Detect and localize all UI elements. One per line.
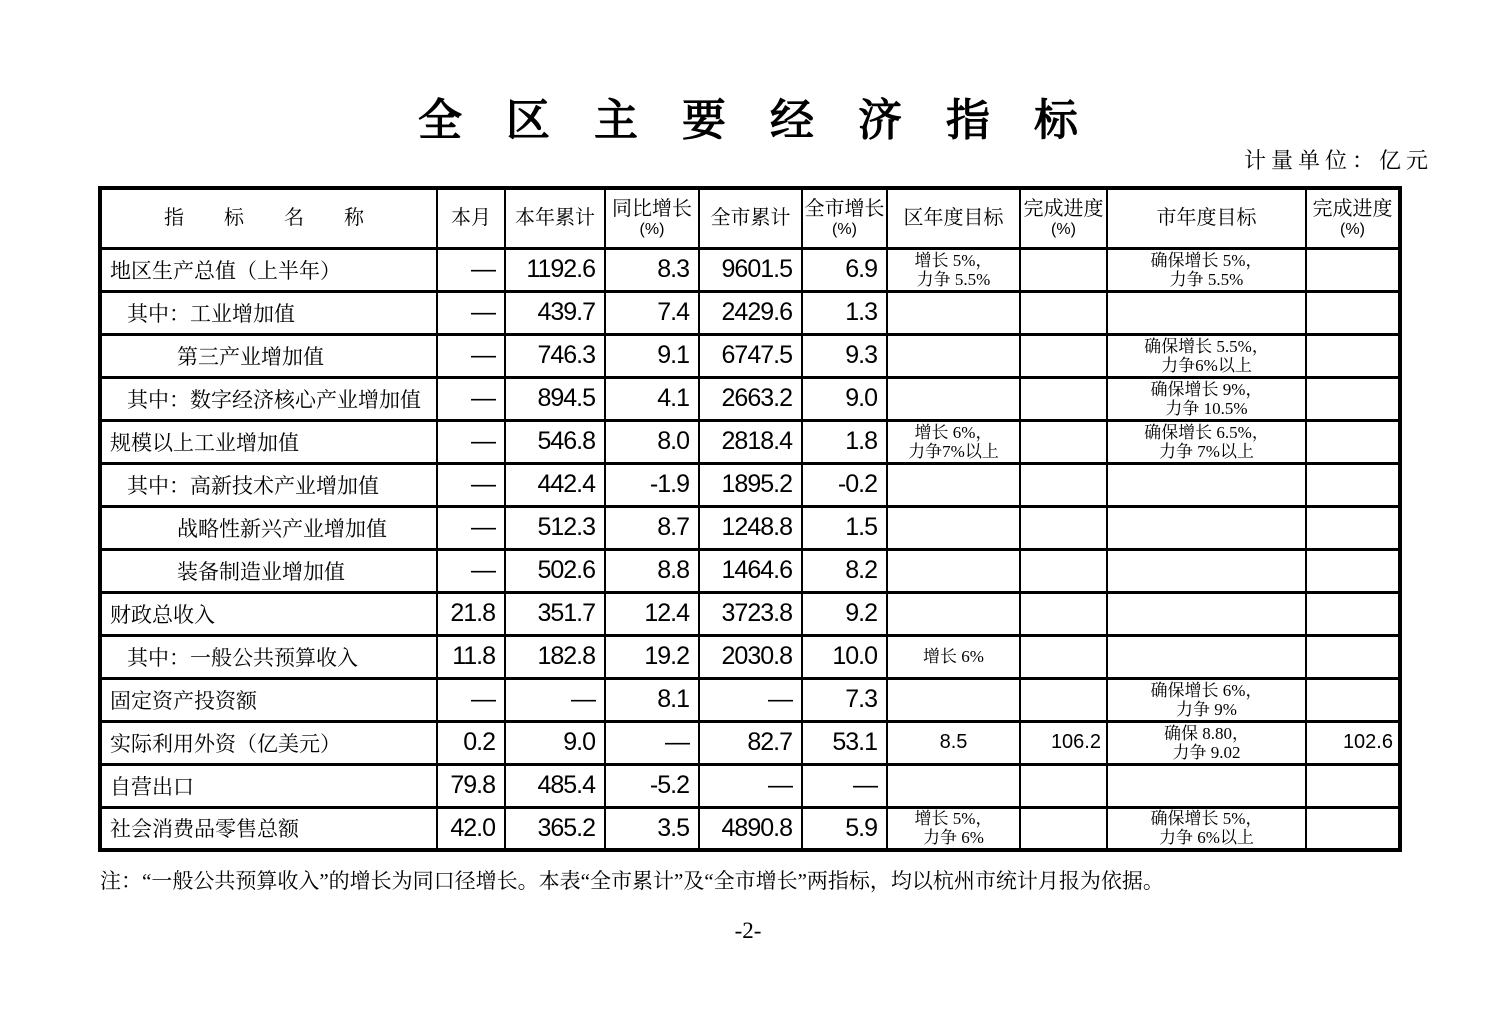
month-value: — xyxy=(437,420,505,463)
district-target: 8.5 xyxy=(887,721,1020,764)
target-line: 确保增长 6%， xyxy=(1150,680,1263,700)
year-cumulative-value: 894.5 xyxy=(505,377,605,420)
yoy-growth-value: 8.8 xyxy=(605,549,699,592)
district-target xyxy=(887,549,1020,592)
column-header-district-progress-label: 完成进度 xyxy=(1023,198,1104,221)
district-target xyxy=(887,420,1020,463)
district-progress xyxy=(1020,678,1107,721)
city-cumulative-value: 1464.6 xyxy=(699,549,802,592)
table-row xyxy=(100,678,1400,721)
city-growth-value: 1.3 xyxy=(802,291,887,334)
city-target xyxy=(1107,248,1306,291)
district-target xyxy=(887,334,1020,377)
city-target xyxy=(1107,291,1306,334)
header-row xyxy=(100,188,1400,248)
table-row xyxy=(100,291,1400,334)
target-line: 增长 5%， xyxy=(914,809,993,829)
city-progress xyxy=(1306,592,1400,635)
indicator-name: 自营出口 xyxy=(100,764,437,807)
city-cumulative-value: 2818.4 xyxy=(699,420,802,463)
column-header-city-cumulative: 全市累计 xyxy=(699,188,802,248)
column-header-yoy-growth-label: 同比增长 xyxy=(612,198,692,221)
district-progress xyxy=(1020,506,1107,549)
district-target xyxy=(887,592,1020,635)
target-line: 力争 5.5% xyxy=(1169,269,1244,289)
table-row xyxy=(100,721,1400,764)
column-header-city-progress xyxy=(1306,188,1400,248)
yoy-growth-value: 4.1 xyxy=(605,377,699,420)
target-line: 力争 9.02 xyxy=(1172,742,1241,762)
table-row xyxy=(100,463,1400,506)
month-value: 42.0 xyxy=(437,807,505,850)
month-value: 79.8 xyxy=(437,764,505,807)
footnote: 注：“一般公共预算收入”的增长为同口径增长。本表“全市累计”及“全市增长”两指标，均以杭州市统计月报为依据。 xyxy=(100,869,1164,893)
district-progress xyxy=(1020,291,1107,334)
city-cumulative-value: 82.7 xyxy=(699,721,802,764)
column-header-year-cumulative: 本年累计 xyxy=(505,188,605,248)
indicator-name: 装备制造业增加值 xyxy=(100,549,437,592)
district-progress xyxy=(1020,377,1107,420)
yoy-growth-value: 12.4 xyxy=(605,592,699,635)
city-growth-value: 9.3 xyxy=(802,334,887,377)
yoy-growth-value: 9.1 xyxy=(605,334,699,377)
column-header-city-growth-label: 全市增长 xyxy=(804,198,885,221)
city-growth-value: 8.2 xyxy=(802,549,887,592)
city-progress xyxy=(1306,463,1400,506)
indicator-name: 其中：一般公共预算收入 xyxy=(100,635,437,678)
table-row xyxy=(100,807,1400,850)
indicator-name: 固定资产投资额 xyxy=(100,678,437,721)
indicator-name: 其中：数字经济核心产业增加值 xyxy=(100,377,437,420)
unit-label: 计量单位：亿元 xyxy=(1243,148,1433,173)
target-line: 力争 6% xyxy=(923,828,984,848)
year-cumulative-value: — xyxy=(505,678,605,721)
yoy-growth-value: -1.9 xyxy=(605,463,699,506)
city-target xyxy=(1107,506,1306,549)
column-header-city-growth-unit: (%) xyxy=(832,221,857,239)
target-line: 力争 5.5% xyxy=(916,269,991,289)
city-growth-value: 6.9 xyxy=(802,248,887,291)
column-header-city-progress-unit: (%) xyxy=(1340,221,1365,239)
year-cumulative-value: 365.2 xyxy=(505,807,605,850)
indicator-name: 地区生产总值（上半年） xyxy=(100,248,437,291)
column-header-city-growth xyxy=(802,188,887,248)
target-line: 增长 6%， xyxy=(914,422,993,442)
table-row xyxy=(100,334,1400,377)
column-header-yoy-growth-unit: (%) xyxy=(639,221,665,239)
city-cumulative-value: 2429.6 xyxy=(699,291,802,334)
district-target: 增长 6% xyxy=(887,635,1020,678)
indicator-name: 战略性新兴产业增加值 xyxy=(100,506,437,549)
city-progress xyxy=(1306,420,1400,463)
district-target xyxy=(887,506,1020,549)
city-cumulative-value: 1895.2 xyxy=(699,463,802,506)
indicator-name: 第三产业增加值 xyxy=(100,334,437,377)
target-line: 力争6%以上 xyxy=(1161,355,1252,375)
target-line: 确保增长 9%， xyxy=(1150,379,1263,399)
city-cumulative-value: 4890.8 xyxy=(699,807,802,850)
indicator-name: 规模以上工业增加值 xyxy=(100,420,437,463)
district-progress xyxy=(1020,807,1107,850)
year-cumulative-value: 439.7 xyxy=(505,291,605,334)
table-row xyxy=(100,377,1400,420)
city-cumulative-value: 3723.8 xyxy=(699,592,802,635)
yoy-growth-value: — xyxy=(605,721,699,764)
city-cumulative-value: 1248.8 xyxy=(699,506,802,549)
city-growth-value: 7.3 xyxy=(802,678,887,721)
indicators-table xyxy=(98,186,1402,852)
target-line: 确保增长 5%， xyxy=(1150,250,1263,270)
indicator-name: 其中：工业增加值 xyxy=(100,291,437,334)
district-target xyxy=(887,678,1020,721)
city-cumulative-value: 6747.5 xyxy=(699,334,802,377)
city-target xyxy=(1107,463,1306,506)
city-target xyxy=(1107,764,1306,807)
year-cumulative-value: 512.3 xyxy=(505,506,605,549)
city-progress xyxy=(1306,334,1400,377)
target-line: 确保增长 6.5%， xyxy=(1144,422,1269,442)
city-progress xyxy=(1306,549,1400,592)
yoy-growth-value: 3.5 xyxy=(605,807,699,850)
yoy-growth-value: 19.2 xyxy=(605,635,699,678)
district-target xyxy=(887,291,1020,334)
city-target xyxy=(1107,377,1306,420)
city-progress xyxy=(1306,291,1400,334)
city-growth-value: 1.5 xyxy=(802,506,887,549)
year-cumulative-value: 1192.6 xyxy=(505,248,605,291)
yoy-growth-value: 8.7 xyxy=(605,506,699,549)
district-target xyxy=(887,248,1020,291)
city-growth-value: 10.0 xyxy=(802,635,887,678)
table-row xyxy=(100,549,1400,592)
city-growth-value: — xyxy=(802,764,887,807)
district-progress: 106.2 xyxy=(1020,721,1107,764)
indicator-name: 社会消费品零售总额 xyxy=(100,807,437,850)
city-target xyxy=(1107,549,1306,592)
yoy-growth-value: 8.1 xyxy=(605,678,699,721)
city-growth-value: 53.1 xyxy=(802,721,887,764)
month-value: 21.8 xyxy=(437,592,505,635)
table-row xyxy=(100,764,1400,807)
city-target xyxy=(1107,334,1306,377)
yoy-growth-value: 7.4 xyxy=(605,291,699,334)
target-line: 确保增长 5.5%， xyxy=(1144,336,1269,356)
year-cumulative-value: 9.0 xyxy=(505,721,605,764)
city-progress xyxy=(1306,506,1400,549)
city-progress xyxy=(1306,678,1400,721)
target-line: 力争 9% xyxy=(1176,699,1237,719)
target-line: 力争 10.5% xyxy=(1165,398,1248,418)
district-target xyxy=(887,463,1020,506)
city-growth-value: 9.0 xyxy=(802,377,887,420)
yoy-growth-value: 8.0 xyxy=(605,420,699,463)
column-header-indicator-name: 指 标 名 称 xyxy=(100,188,437,248)
city-growth-value: 9.2 xyxy=(802,592,887,635)
column-header-yoy-growth xyxy=(605,188,699,248)
city-progress xyxy=(1306,764,1400,807)
city-cumulative-value: 2663.2 xyxy=(699,377,802,420)
column-header-city-target: 市年度目标 xyxy=(1107,188,1306,248)
city-progress xyxy=(1306,248,1400,291)
city-progress xyxy=(1306,635,1400,678)
month-value: — xyxy=(437,549,505,592)
city-cumulative-value: — xyxy=(699,678,802,721)
month-value: — xyxy=(437,248,505,291)
city-growth-value: 5.9 xyxy=(802,807,887,850)
yoy-growth-value: -5.2 xyxy=(605,764,699,807)
table-body xyxy=(100,248,1400,850)
city-target xyxy=(1107,420,1306,463)
table-row xyxy=(100,420,1400,463)
city-progress: 102.6 xyxy=(1306,721,1400,764)
city-target xyxy=(1107,721,1306,764)
page-title: 全 区 主 要 经 济 指 标 xyxy=(418,96,1078,145)
city-cumulative-value: 2030.8 xyxy=(699,635,802,678)
city-cumulative-value: 9601.5 xyxy=(699,248,802,291)
year-cumulative-value: 746.3 xyxy=(505,334,605,377)
city-progress xyxy=(1306,807,1400,850)
target-line: 力争 6%以上 xyxy=(1159,828,1254,848)
indicator-name: 实际利用外资（亿美元） xyxy=(100,721,437,764)
month-value: — xyxy=(437,506,505,549)
year-cumulative-value: 546.8 xyxy=(505,420,605,463)
table-row xyxy=(100,592,1400,635)
indicator-name: 其中：高新技术产业增加值 xyxy=(100,463,437,506)
district-target xyxy=(887,807,1020,850)
month-value: — xyxy=(437,334,505,377)
district-progress xyxy=(1020,334,1107,377)
month-value: 0.2 xyxy=(437,721,505,764)
city-target xyxy=(1107,678,1306,721)
year-cumulative-value: 485.4 xyxy=(505,764,605,807)
city-cumulative-value: — xyxy=(699,764,802,807)
district-progress xyxy=(1020,592,1107,635)
year-cumulative-value: 182.8 xyxy=(505,635,605,678)
table-row xyxy=(100,635,1400,678)
target-line: 力争 7%以上 xyxy=(1159,441,1254,461)
district-progress xyxy=(1020,248,1107,291)
column-header-district-progress xyxy=(1020,188,1107,248)
table-row xyxy=(100,248,1400,291)
table-row xyxy=(100,506,1400,549)
month-value: — xyxy=(437,678,505,721)
district-progress xyxy=(1020,764,1107,807)
month-value: — xyxy=(437,377,505,420)
city-progress xyxy=(1306,377,1400,420)
city-target xyxy=(1107,635,1306,678)
target-line: 确保 8.80， xyxy=(1164,723,1249,743)
district-progress xyxy=(1020,635,1107,678)
city-target xyxy=(1107,807,1306,850)
month-value: 11.8 xyxy=(437,635,505,678)
target-line: 增长 5%， xyxy=(914,250,993,270)
year-cumulative-value: 442.4 xyxy=(505,463,605,506)
city-target xyxy=(1107,592,1306,635)
column-header-month: 本月 xyxy=(437,188,505,248)
year-cumulative-value: 351.7 xyxy=(505,592,605,635)
month-value: — xyxy=(437,291,505,334)
indicator-name: 财政总收入 xyxy=(100,592,437,635)
target-line: 确保增长 5%， xyxy=(1150,809,1263,829)
yoy-growth-value: 8.3 xyxy=(605,248,699,291)
city-growth-value: 1.8 xyxy=(802,420,887,463)
district-target xyxy=(887,377,1020,420)
year-cumulative-value: 502.6 xyxy=(505,549,605,592)
page-number: -2- xyxy=(734,918,762,943)
month-value: — xyxy=(437,463,505,506)
target-line: 力争7%以上 xyxy=(908,441,999,461)
district-progress xyxy=(1020,420,1107,463)
district-progress xyxy=(1020,463,1107,506)
city-growth-value: -0.2 xyxy=(802,463,887,506)
column-header-city-progress-label: 完成进度 xyxy=(1312,198,1393,221)
table-header xyxy=(100,188,1400,248)
column-header-district-progress-unit: (%) xyxy=(1051,221,1076,239)
district-progress xyxy=(1020,549,1107,592)
district-target xyxy=(887,764,1020,807)
column-header-district-target: 区年度目标 xyxy=(887,188,1020,248)
